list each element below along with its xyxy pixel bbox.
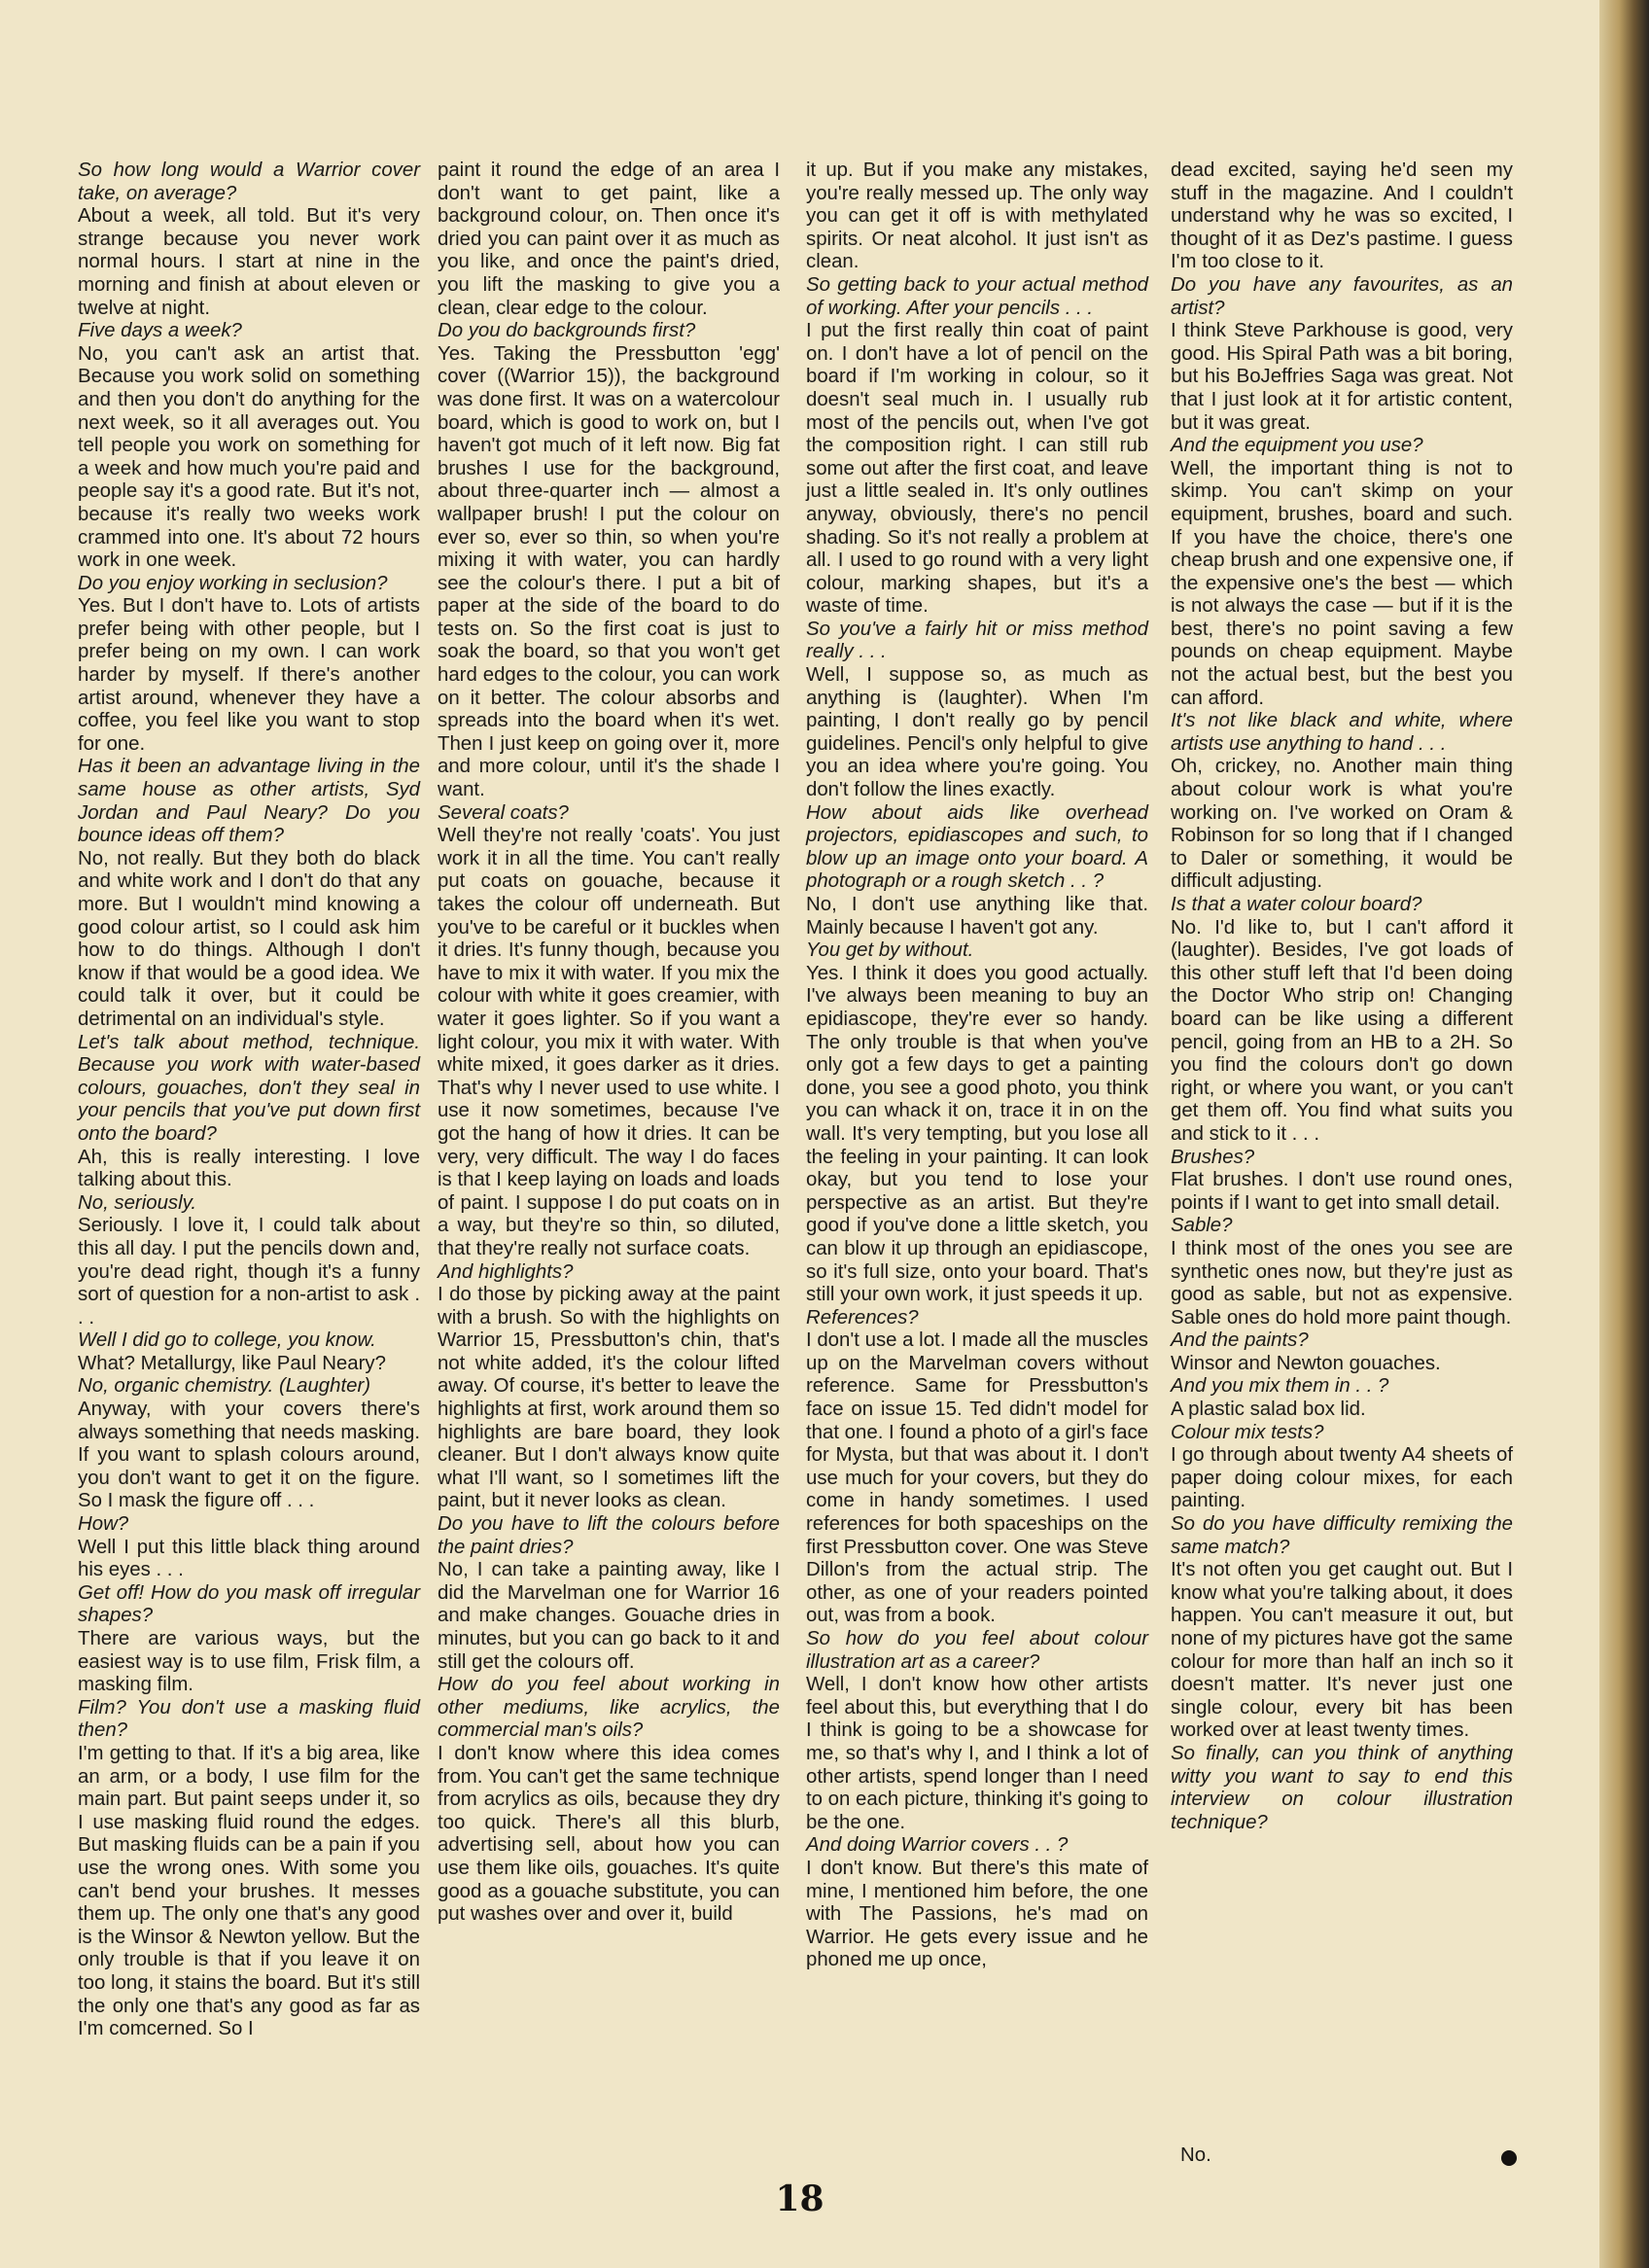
interview-question: Is that a water colour board? bbox=[1171, 894, 1422, 915]
interview-answer: Well I put this little black thing around his eyes . . . bbox=[78, 1536, 420, 1581]
interview-question: Film? You don't use a masking fluid then? bbox=[78, 1696, 420, 1742]
interview-question: So finally, can you think of anything witty you want to say to end this interview on colour illustration technique? bbox=[1171, 1742, 1513, 1833]
interview-question: So getting back to your actual method of working. After your pencils . . . bbox=[806, 273, 1148, 319]
interview-question: And doing Warrior covers . . ? bbox=[806, 1834, 1069, 1857]
interview-answer: I think Steve Parkhouse is good, very good. His Spiral Path was a bit boring, but his BoJeffries Saga was great. Not that I just look at it for artistic content, but it was great. bbox=[1171, 320, 1513, 434]
interview-answer: Yes. I think it does you good actually. I've always been meaning to buy an epidiascope, they're ever so handy. The only trouble is that when you've only got a few days to get a painting done, you see a good photo, you think you can whack it on, trace it in on the wall. It's very tempting, but you lose all the feeling in your painting. It can look okay, but you tend to lose your perspective as an artist. But they're good if you've done a little sketch, you can blow it up through an epidiascope, so it's full size, onto your board. That's still your own work, it just speeds it up. bbox=[806, 962, 1148, 1306]
interview-question: So how do you feel about colour illustration art as a career? bbox=[806, 1628, 1148, 1673]
interview-answer: No, not really. But they both do black and white work and I don't do that any more. But I wouldn't mind knowing a good colour artist, so I could ask him how to do things. Although I don't know if that would be a good idea. We could talk it over, but it could be detrimental on an individual's style. bbox=[78, 847, 420, 1030]
interview-answer: I don't know where this idea comes from. You can't get the same technique from acrylics as oils, because they dry too quick. There's all this blurb, advertising sell, about how you can use them like oils, gouaches. It's quite good as a gouache substitute, you can put washes over and over it, build bbox=[438, 1742, 780, 1926]
interview-answer: Yes. Taking the Pressbutton 'egg' cover ((Warrior 15)), the background was done first. It was on a watercolour board, which is good to work on, but I haven't got much of it left now. Big fat brushes I use for the background, about three-quarter inch — almost a wallpaper brush! I put the colour on ever so, ever so thin, so when you're mixing it with water, you can hardly see the colour's there. I put a bit of paper at the side of the board to do tests on. So the first coat is just to soak the board, so that you won't get hard edges to the colour, you can work on it better. The colour absorbs and spreads into the board when it's wet. Then I just keep on going over it, more and more colour, until it's the shade I want. bbox=[438, 342, 780, 801]
interview-answer: Well they're not really 'coats'. You just work it in all the time. You can't really put coats on gouache, because it takes the colour off underneath. But you've to be careful or it buckles when it dries. It's funny though, because you have to mix it with water. If you mix the colour with white it goes creamier, with water it goes lighter. So if you want a light colour, you mix it with water. With white mixed, it goes darker as it dries. That's why I never used to use white. I use it now sometimes, because I've got the hang of how it dries. It can be very, very difficult. The way I do faces is that I keep laying on loads and loads of paint. I suppose I do put coats on in a way, but they're so thin, so diluted, that they're really not surface coats. bbox=[438, 825, 780, 1259]
page-number: 18 bbox=[775, 2179, 824, 2219]
interview-question: How? bbox=[78, 1513, 129, 1536]
interview-question: No, organic chemistry. (Laughter) bbox=[78, 1375, 371, 1398]
interview-question: So do you have difficulty remixing the same match? bbox=[1171, 1513, 1513, 1558]
interview-answer: Yes. But I don't have to. Lots of artists prefer being with other people, but I prefer being on my own. I can work harder by myself. If there's another artist around, whenever they have a coffee, you feel like you want to stop for one. bbox=[78, 595, 420, 755]
interview-question: It's not like black and white, where artists use anything to hand . . . bbox=[1171, 710, 1513, 755]
interview-answer: There are various ways, but the easiest way is to use film, Frisk film, a masking film. bbox=[78, 1628, 420, 1696]
closing-answer: No. bbox=[1180, 2144, 1211, 2166]
interview-answer: Flat brushes. I don't use round ones, points if I want to get into small detail. bbox=[1171, 1169, 1513, 1214]
interview-answer: No, you can't ask an artist that. Because you work solid on something and then you don't do anything for the next week, so it all averages out. You tell people you work on something for a week and how much you're paid and people say it's a good rate. But it's not, because it's really two weeks work crammed into one. It's about 72 hours work in one week. bbox=[78, 342, 420, 572]
interview-question: Do you have to lift the colours before the paint dries? bbox=[438, 1513, 780, 1558]
interview-question: How do you feel about working in other mediums, like acrylics, the commercial man's oils? bbox=[438, 1674, 780, 1742]
interview-question: Has it been an advantage living in the same house as other artists, Syd Jordan and Paul Neary? Do you bounce ideas off them? bbox=[78, 756, 420, 847]
interview-answer: I think most of the ones you see are synthetic ones now, but they're just as good as sable, but not as expensive. Sable ones do hold more paint though. bbox=[1171, 1237, 1513, 1329]
next-page-edge bbox=[1599, 0, 1649, 2268]
text-column-3 bbox=[806, 159, 1148, 1972]
text-column-1 bbox=[78, 159, 420, 2041]
interview-answer: I go through about twenty A4 sheets of paper doing colour mixes, for each painting. bbox=[1171, 1444, 1513, 1512]
interview-answer: I do those by picking away at the paint with a brush. So with the highlights on Warrior 15, Pressbutton's chin, that's not white added, it's the colour lifted away. Of course, it's better to leave the highlights at first, work around them so highlights are bare board, they look cleaner. But I don't always know quite what I'll want, so I sometimes lift the paint, but it never looks as clean. bbox=[438, 1284, 780, 1512]
interview-answer: Ah, this is really interesting. I love talking about this. bbox=[78, 1146, 420, 1191]
interview-answer: What? Metallurgy, like Paul Neary? bbox=[78, 1352, 386, 1374]
interview-question: Sable? bbox=[1171, 1215, 1233, 1237]
interview-answer: No, I can take a painting away, like I did the Marvelman one for Warrior 16 and make changes. Gouache dries in minutes, but you can go back to it and still get the colours off. bbox=[438, 1559, 780, 1673]
interview-answer: No, I don't use anything like that. Mainly because I haven't got any. bbox=[806, 894, 1148, 939]
interview-question: And you mix them in . . ? bbox=[1171, 1375, 1389, 1398]
interview-answer: Oh, crickey, no. Another main thing about colour work is what you're working on. I've worked on Oram & Robinson for so long that if I changed to Daler or something, it would be difficult adjusting. bbox=[1171, 756, 1513, 893]
interview-question: And the equipment you use? bbox=[1171, 435, 1423, 457]
interview-question: Do you enjoy working in seclusion? bbox=[78, 572, 388, 594]
text-column-4 bbox=[1171, 159, 1513, 1834]
interview-question: Well I did go to college, you know. bbox=[78, 1329, 376, 1352]
interview-answer: A plastic salad box lid. bbox=[1171, 1399, 1366, 1421]
interview-answer: I don't know. But there's this mate of mine, I mentioned him before, the one with The Passions, he's mad on Warrior. He gets every issue and he phoned me up once, bbox=[806, 1857, 1148, 1971]
interview-answer: Anyway, with your covers there's always something that needs masking. If you want to splash colours around, you don't want to get it on the figure. So I mask the figure off . . . bbox=[78, 1399, 420, 1512]
interview-question: Let's talk about method, technique. Because you work with water-based colours, gouaches, don't they seal in your pencils that you've put down first onto the board? bbox=[78, 1031, 420, 1145]
interview-question: And highlights? bbox=[438, 1260, 574, 1283]
interview-question: And the paints? bbox=[1171, 1329, 1309, 1352]
interview-question: Do you do backgrounds first? bbox=[438, 320, 696, 342]
interview-answer: Well, I don't know how other artists feel about this, but everything that I do I think is going to be a showcase for me, so that's why I, and I think a lot of other artists, spend longer than I need to on each picture, thinking it's going to be the one. bbox=[806, 1674, 1148, 1833]
text-column-2 bbox=[438, 159, 780, 1927]
interview-question: Several coats? bbox=[438, 801, 569, 824]
end-mark-icon bbox=[1501, 2150, 1517, 2166]
interview-answer: About a week, all told. But it's very strange because you never work normal hours. I start at nine in the morning and finish at about eleven or twelve at night. bbox=[78, 205, 420, 319]
interview-answer: Well, I suppose so, as much as anything is (laughter). When I'm painting, I don't really go by pencil guidelines. Pencil's only helpful to give you an idea where you're going. You don't follow the lines exactly. bbox=[806, 664, 1148, 801]
interview-answer: it up. But if you make any mistakes, you're really messed up. The only way you can get it off is with methylated spirits. Or neat alcohol. It just isn't as clean. bbox=[806, 159, 1148, 273]
interview-question: No, seriously. bbox=[78, 1191, 197, 1214]
interview-question: Colour mix tests? bbox=[1171, 1421, 1324, 1443]
interview-question: So how long would a Warrior cover take, on average? bbox=[78, 159, 420, 204]
interview-question: So you've a fairly hit or miss method really . . . bbox=[806, 618, 1148, 663]
interview-question: You get by without. bbox=[806, 939, 974, 962]
interview-answer: Winsor and Newton gouaches. bbox=[1171, 1352, 1441, 1374]
interview-answer: Well, the important thing is not to skimp. You can't skimp on your equipment, brushes, board and such. If you have the choice, there's one cheap brush and one expensive one, if the expensive one's the best — which is not always the case — but if it is the best, there's no point saving a few pounds on cheap equipment. Maybe not the actual best, but the best you can afford. bbox=[1171, 457, 1513, 709]
interview-answer: Seriously. I love it, I could talk about this all day. I put the pencils down and, you're dead right, though it's a funny sort of question for a non-artist to ask . . . bbox=[78, 1215, 420, 1329]
interview-question: How about aids like overhead projectors, epidiascopes and such, to blow up an image onto your board. A photograph or a rough sketch . . ? bbox=[806, 801, 1148, 893]
interview-question: Five days a week? bbox=[78, 320, 242, 342]
interview-answer: It's not often you get caught out. But I know what you're talking about, it does happen. You can't measure it out, but none of my pictures have got the same colour for more than half an inch so it doesn't matter. It's never just one single colour, every bit has been worked over at least twenty times. bbox=[1171, 1559, 1513, 1742]
interview-question: Get off! How do you mask off irregular shapes? bbox=[78, 1581, 420, 1627]
interview-question: Do you have any favourites, as an artist? bbox=[1171, 273, 1513, 319]
interview-answer: I'm getting to that. If it's a big area, like an arm, or a body, I use film for the main part. But paint seeps under it, so I use masking fluid round the edges. But masking fluids can be a pain if you use the wrong ones. With some you can't bend your brushes. It messes them up. The only one that's any good is the Winsor & Newton yellow. But the only trouble is that if you leave it on too long, it stains the board. But it's still the only one that's any good as far as I'm comcerned. So I bbox=[78, 1742, 420, 2040]
interview-answer: I don't use a lot. I made all the muscles up on the Marvelman covers without reference. Same for Pressbutton's face on issue 15. Ted didn't model for that one. I found a photo of a girl's face for Mysta, but that was about it. I don't use much for your covers, but they do come in handy sometimes. I used references for both spaceships on the first Pressbutton cover. One was Steve Dillon's from the actual strip. The other, as one of your readers pointed out, was from a book. bbox=[806, 1329, 1148, 1627]
interview-answer: I put the first really thin coat of paint on. I don't have a lot of pencil on the board if I'm working in colour, so it doesn't seal much in. I usually rub most of the pencils out, when I've got the composition right. I can still rub some out after the first coat, and leave just a little sealed in. It's only outlines anyway, obviously, there's no pencil shading. So it's not really a problem at all. I used to go round with a very light colour, marking shapes, but it's a waste of time. bbox=[806, 320, 1148, 618]
interview-question: Brushes? bbox=[1171, 1146, 1255, 1168]
interview-answer: No. I'd like to, but I can't afford it (laughter). Besides, I've got loads of this other stuff left that I'd been doing the Doctor Who strip on! Changing board can be like using a different pencil, going from an HB to a 2H. So you find the colours don't go down right, or where you want, or you can't get them off. You find what suits you and stick to it . . . bbox=[1171, 916, 1513, 1145]
interview-answer: dead excited, saying he'd seen my stuff in the magazine. And I couldn't understand why he was so excited, I thought of it as Dez's pastime. I guess I'm too close to it. bbox=[1171, 159, 1513, 273]
interview-question: References? bbox=[806, 1306, 919, 1329]
interview-answer: paint it round the edge of an area I don't want to get paint, like a background colour, on. Then once it's dried you can paint over it as much as you like, and once the paint's dried, you lift the masking to give you a clean, clear edge to the colour. bbox=[438, 159, 780, 319]
